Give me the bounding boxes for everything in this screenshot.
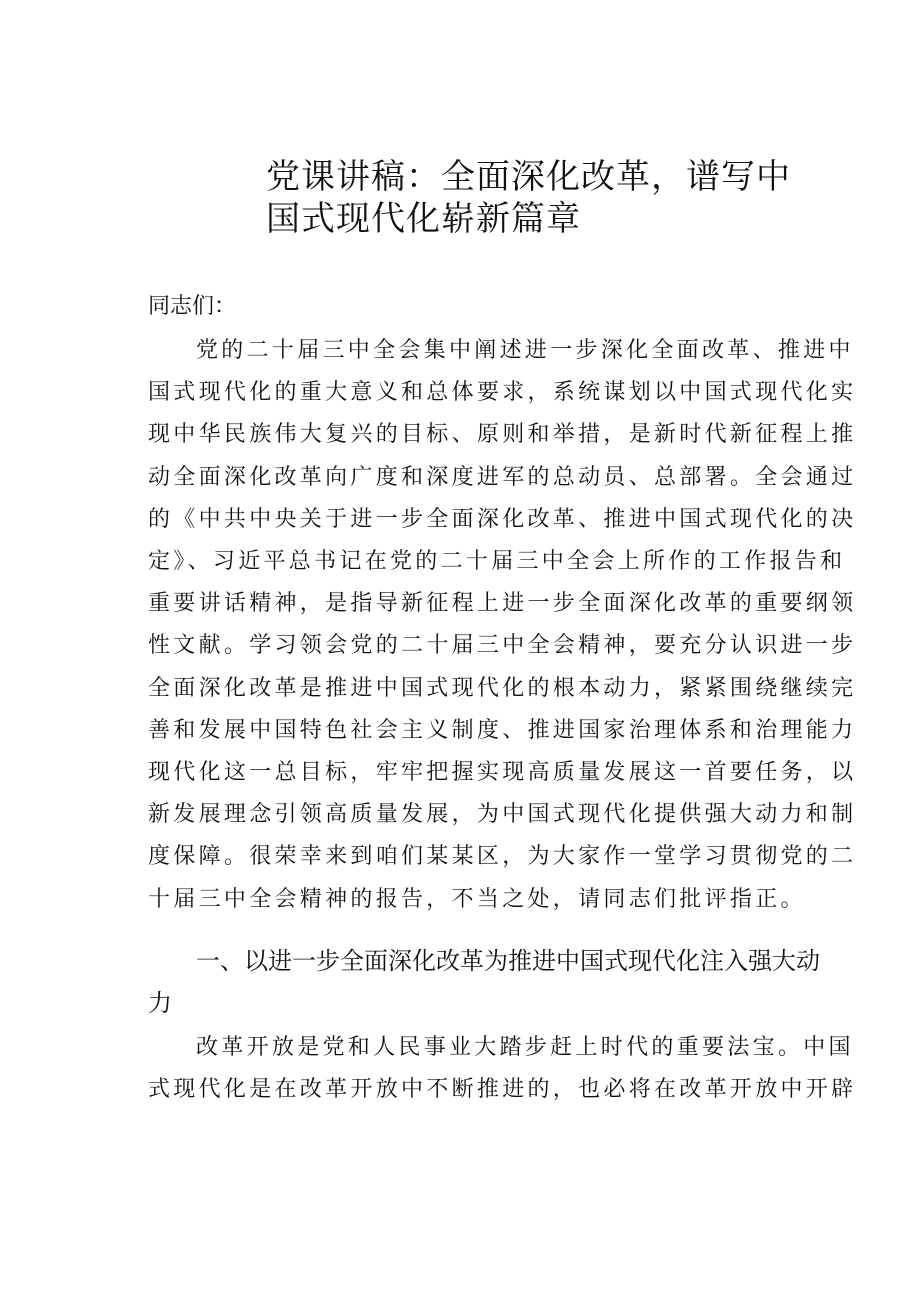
paragraph-line: 现中华民族伟大复兴的目标、原则和举措，是新时代新征程上推 [148, 422, 857, 448]
paragraph-section-1 [148, 1027, 857, 1111]
paragraph-line: 重要讲话精神，是指导新征程上进一步全面深化改革的重要纲领 [148, 591, 857, 617]
salutation [148, 286, 798, 328]
paragraph-intro [148, 330, 857, 921]
paragraph-line: 新发展理念引领高质量发展，为中国式现代化提供强大动力和制 [148, 802, 857, 828]
title-line-1: 党课讲稿：全面深化改革，谱写中 [266, 157, 791, 197]
paragraph-line: 全面深化改革是推进中国式现代化的根本动力，紧紧围绕继续完 [148, 675, 857, 701]
paragraph-line: 的《中共中央关于进一步全面深化改革、推进中国式现代化的决 [148, 506, 857, 532]
paragraph-line: 国式现代化的重大意义和总体要求，系统谋划以中国式现代化实 [148, 380, 857, 406]
paragraph-line: 定》、习近平总书记在党的二十届三中全会上所作的工作报告和 [148, 549, 846, 575]
title-line-2: 国式现代化崭新篇章 [266, 199, 581, 239]
section-heading-line: 一、以进一步全面深化改革为推进中国式现代化注入强大动 [196, 947, 820, 975]
paragraph-line: 动全面深化改革向广度和深度进军的总动员、总部署。全会通过 [148, 464, 857, 490]
paragraph-line: 式现代化是在改革开放中不断推进的，也必将在改革开放中开辟 [148, 1077, 857, 1103]
section-heading-line: 力 [148, 989, 172, 1017]
paragraph-line: 改革开放是党和人民事业大踏步赶上时代的重要法宝。中国 [196, 1035, 854, 1060]
paragraph-line: 党的二十届三中全会集中阐述进一步深化全面改革、推进中 [196, 338, 854, 363]
paragraph-line: 度保障。很荣幸来到咱们某某区，为大家作一堂学习贯彻党的二 [148, 844, 857, 870]
paragraph-line: 善和发展中国特色社会主义制度、推进国家治理体系和治理能力 [148, 717, 857, 743]
paragraph-line: 现代化这一总目标，牢牢把握实现高质量发展这一首要任务，以 [148, 760, 857, 786]
paragraph-line: 性文献。学习领会党的二十届三中全会精神，要充分认识进一步 [148, 633, 857, 659]
salutation-text: 同志们： [148, 294, 237, 319]
section-heading-1 [148, 940, 820, 1024]
paragraph-line: 十届三中全会精神的报告，不当之处，请同志们批评指正。 [148, 886, 806, 912]
document-title [266, 156, 806, 240]
